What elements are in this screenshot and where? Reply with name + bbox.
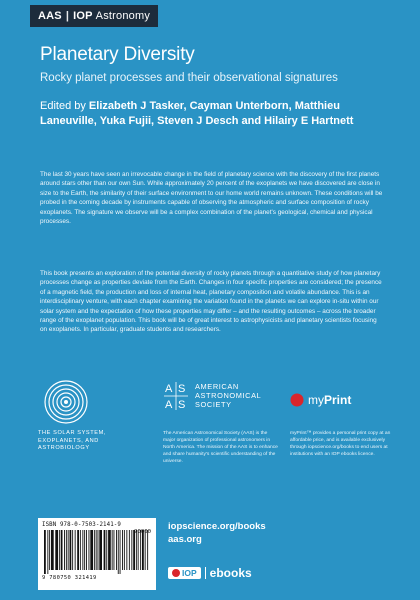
barcode-bar — [61, 530, 63, 570]
barcode-bar — [89, 530, 90, 570]
editors-names: Elizabeth J Tasker, Cayman Unterborn, Matthieu Laneuville, Yuka Fujii, Steven J Desch and Hilairy E Hartnett — [40, 100, 354, 127]
title-block — [40, 44, 400, 86]
barcode-bar — [98, 530, 99, 570]
book-subtitle: Rocky planet processes and their observational signatures — [40, 72, 338, 84]
barcode-bar — [122, 530, 123, 570]
barcode-bar — [70, 530, 72, 570]
iop-dot-icon — [172, 569, 180, 577]
barcode-bar — [129, 530, 130, 570]
iop-label: IOP — [182, 568, 197, 578]
barcode-bar — [112, 530, 113, 570]
svg-text:A: A — [165, 383, 173, 395]
series-badge — [30, 5, 158, 27]
barcode-bar — [120, 530, 121, 574]
ebooks-label: ebooks — [209, 566, 252, 580]
barcode-bar — [116, 530, 117, 570]
barcode-bar — [68, 530, 69, 570]
barcode-bar — [80, 530, 81, 570]
barcode-bar — [142, 530, 144, 570]
barcode-bar — [131, 530, 132, 570]
barcode-bar — [49, 530, 50, 570]
barcode-bar — [94, 530, 95, 570]
editors-label: Edited by — [40, 100, 89, 112]
barcode-bar — [47, 530, 48, 574]
barcode-icon — [42, 530, 152, 574]
aas-logo-block — [163, 380, 278, 465]
barcode-bar — [118, 530, 119, 574]
barcode-bar — [82, 530, 83, 570]
aas-link[interactable]: aas.org — [168, 534, 202, 545]
aas-name: AMERICAN ASTRONOMICAL SOCIETY — [195, 382, 262, 409]
barcode-bar — [44, 530, 46, 574]
top-bar — [0, 0, 420, 35]
barcode-bar — [106, 530, 107, 570]
barcode-box — [38, 518, 156, 590]
aas-mark-icon — [163, 380, 189, 412]
barcode-bar — [145, 530, 146, 570]
barcode-bar — [133, 530, 135, 570]
concentric-rings-icon — [44, 380, 88, 424]
iop-badge-label: IOP — [73, 10, 93, 22]
barcode-bar — [84, 530, 85, 570]
barcode-bar — [66, 530, 67, 570]
iopscience-books-link[interactable]: iopscience.org/books — [168, 521, 266, 532]
barcode-bar — [126, 530, 127, 570]
barcode-bar — [90, 530, 93, 570]
svg-text:S: S — [178, 383, 186, 395]
iop-ebooks-logo — [168, 566, 252, 580]
myprint-block — [290, 380, 400, 458]
logos-row — [0, 380, 420, 510]
svg-text:A: A — [165, 399, 173, 411]
iop-pill — [168, 567, 201, 579]
barcode-bars — [42, 530, 152, 574]
barcode-bar — [136, 530, 137, 570]
myprint-name: myPrint — [308, 393, 352, 407]
ebooks-separator — [205, 567, 206, 579]
barcode-bar — [77, 530, 79, 570]
links-block — [168, 520, 266, 546]
myprint-logo — [290, 380, 400, 420]
aas-logo — [163, 380, 278, 420]
barcode-bar — [51, 530, 54, 570]
description-paragraph-2: This book presents an exploration of the potential diversity of rocky planets through a quantitative study of how planetary processes change as properties deviate from the Earth. Changes in four specific properties are considered; the presence of a magnetic field, the production and loss of internal heat, planetary composition and volatile abundance. This is an interdisciplinary venture, with each chapter examining the variation found in the planets we can explore in-situ within our solar system and the expectation of how these properties may differ – and the resulting outcomes – across the broader range of the exoplanet population. This book will be of great interest to astrophysicists and planetary scientists focusing on exoplanets. In particular, graduate students and researchers. — [40, 270, 382, 334]
myprint-circle-icon — [290, 393, 304, 407]
barcode-bar — [108, 530, 111, 570]
myprint-description: myPrint™ provides a personal print copy at an affordable price, and is available exclusively through iopscience.org/books to end users at institutions with an IOP ebooks licence. — [290, 431, 391, 457]
barcode-bar — [147, 530, 148, 570]
barcode-bar — [104, 530, 106, 570]
barcode-digits: 9 780750 321419 — [42, 575, 97, 581]
solar-system-logo — [38, 380, 143, 453]
svg-text:S: S — [178, 399, 186, 411]
editors-line — [40, 99, 380, 129]
book-title: Planetary Diversity — [40, 44, 195, 65]
badge-separator: | — [65, 10, 70, 22]
barcode-bar — [64, 530, 65, 570]
barcode-bar — [124, 530, 125, 570]
barcode-bar — [99, 530, 102, 570]
aas-badge-label: AAS — [38, 10, 62, 22]
barcode-bar — [55, 530, 58, 570]
barcode-bar — [72, 530, 73, 570]
solar-system-label: THE SOLAR SYSTEM, EXOPLANETS, AND ASTROBIOLOGY — [38, 430, 107, 452]
description-paragraph-1: The last 30 years have seen an irrevocable change in the field of planetary science with the discovery of the first planets around stars other than our own Sun. While approximately 20 percent of the exoplanets we have discovered are close in size to the Earth, the similarity of their surface environment to our home world remains unknown. These conditions will be probed in the coming decade by instruments capable of observing the atmospheric and surface composition of rocky exoplanets. The signature we observe will be a complex combination of the planet's geological, chemical and physical processes. — [40, 171, 383, 226]
aas-description: The American Astronomical Society (AAS) is the major organization of professional astronomers in North America. The mission of the AAS is to enhance and share humanity's scientific understanding of the universe. — [163, 431, 278, 464]
price-code: 90000 — [134, 529, 151, 535]
barcode-bar — [138, 530, 139, 570]
isbn-text: ISBN 978-0-7503-2141-9 — [42, 522, 121, 528]
barcode-bar — [140, 530, 141, 570]
barcode-bar — [114, 530, 115, 570]
barcode-bar — [86, 530, 87, 570]
barcode-bar — [59, 530, 60, 570]
astronomy-badge-label: Astronomy — [95, 10, 151, 22]
barcode-bar — [96, 530, 97, 570]
barcode-bar — [75, 530, 76, 570]
